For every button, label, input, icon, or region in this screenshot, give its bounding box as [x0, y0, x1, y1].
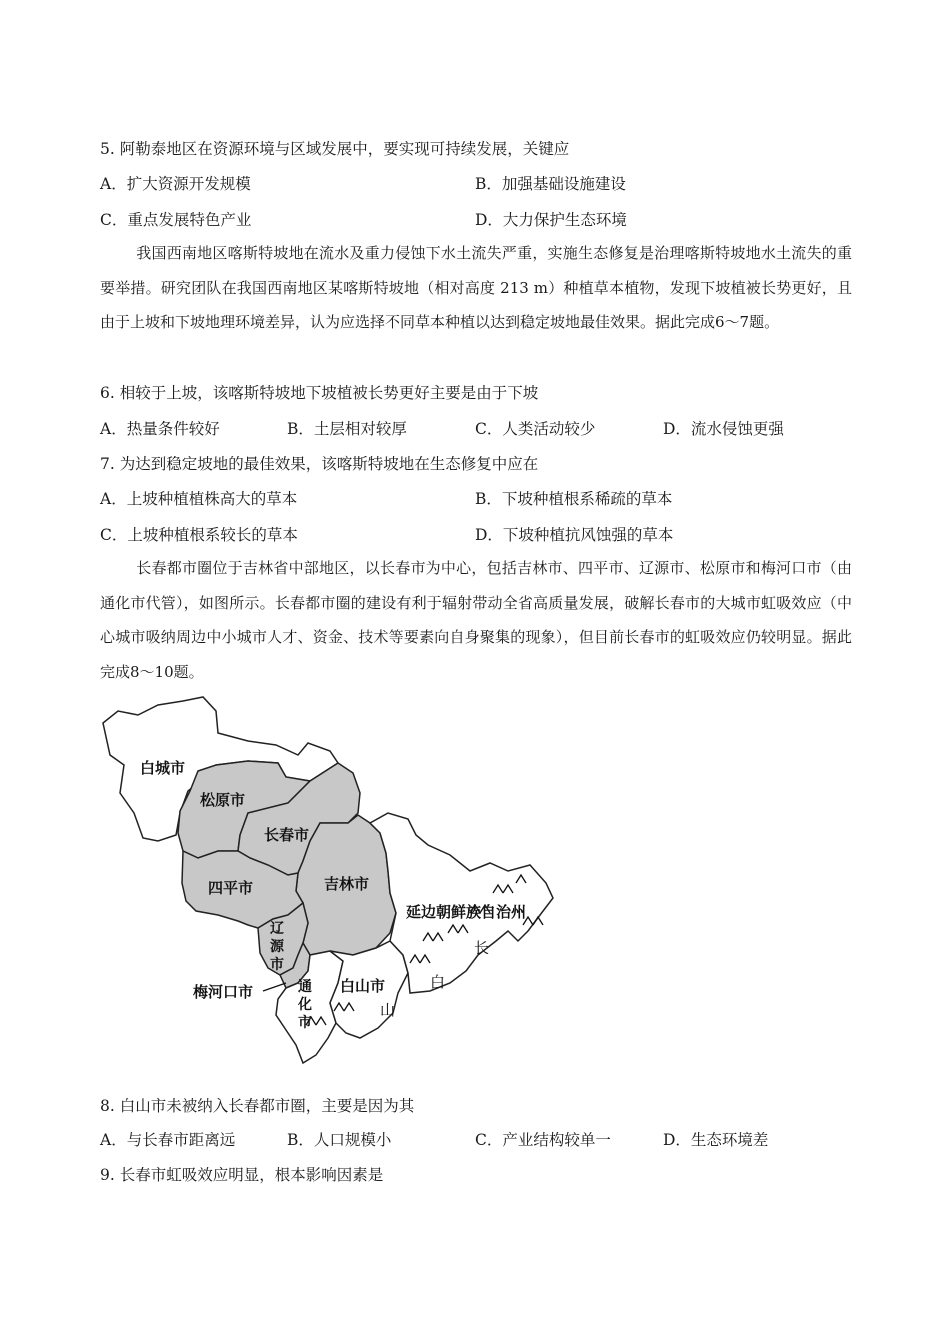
label-songyuan: 松原市	[200, 791, 246, 809]
label-tonghua-2: 化	[298, 997, 312, 1013]
passage-changchun-text: 长春都市圈位于吉林省中部地区，以长春市为中心，包括吉林市、四平市、辽源市、松原市和梅河口市（由通化市代管），如图所示。长春都市圈的建设有利于辐射带动全省高质量发展，破解长春市的大城市虹吸效应（中心城市吸纳周边中小城市人才、资金、技术等要素向自身聚集的现象），但目前长春市的虹吸效应仍较明显。据此完成8～10题。	[100, 559, 852, 681]
q5-option-d: D．大力保护生态环境	[475, 211, 627, 229]
label-changchun: 长春市	[264, 826, 310, 844]
q8-option-a: A．与长春市距离远	[100, 1131, 236, 1149]
label-baishan: 白山市	[340, 977, 386, 995]
passage-karst	[100, 236, 852, 340]
q5-option-a: A．扩大资源开发规模	[100, 175, 251, 193]
q8-option-d: D．生态环境差	[663, 1131, 769, 1149]
label-jilin: 吉林市	[324, 875, 370, 893]
q9-stem: 9. 长春市虹吸效应明显，根本影响因素是	[100, 1166, 384, 1184]
label-meihekou: 梅河口市	[193, 983, 254, 1001]
q6-option-b: B．土层相对较厚	[287, 420, 407, 438]
label-liaoyuan-3: 市	[270, 957, 284, 973]
q5-option-b: B．加强基础设施建设	[475, 175, 626, 193]
label-yanbian: 延边朝鲜族自治州	[406, 903, 527, 921]
q5-option-c: C．重点发展特色产业	[100, 211, 252, 229]
q7-option-d: D．下坡种植抗风蚀强的草本	[475, 526, 674, 544]
label-tonghua-1: 通	[298, 979, 312, 995]
q8-stem: 8. 白山市未被纳入长春都市圈，主要是因为其	[100, 1097, 415, 1115]
q6-option-a: A．热量条件较好	[100, 420, 220, 438]
label-mountain-shan: 山	[380, 1001, 396, 1019]
label-liaoyuan-1: 辽	[270, 921, 284, 937]
passage-changchun	[100, 551, 852, 689]
label-mountain-chang: 长	[474, 939, 490, 957]
q7-option-a: A．上坡种植植株高大的草本	[100, 490, 298, 508]
q7-option-b: B．下坡种植根系稀疏的草本	[475, 490, 673, 508]
q6-option-d: D．流水侵蚀更强	[663, 420, 784, 438]
q8-option-b: B．人口规模小	[287, 1131, 392, 1149]
q6-option-c: C．人类活动较少	[475, 420, 596, 438]
label-siping: 四平市	[208, 879, 254, 897]
changchun-metro-map	[98, 693, 572, 1075]
q8-option-c: C．产业结构较单一	[475, 1131, 611, 1149]
label-mountain-bai: 白	[430, 973, 446, 991]
label-baicheng: 白城市	[140, 759, 186, 777]
map-svg	[98, 693, 572, 1075]
label-liaoyuan-2: 源	[270, 939, 284, 955]
q5-stem: 5. 阿勒泰地区在资源环境与区域发展中，要实现可持续发展，关键应	[100, 140, 570, 158]
q7-stem: 7. 为达到稳定坡地的最佳效果，该喀斯特坡地在生态修复中应在	[100, 455, 539, 473]
q6-stem: 6. 相较于上坡，该喀斯特坡地下坡植被长势更好主要是由于下坡	[100, 384, 539, 402]
label-tonghua-3: 市	[298, 1015, 312, 1031]
passage-karst-text: 我国西南地区喀斯特坡地在流水及重力侵蚀下水土流失严重，实施生态修复是治理喀斯特坡地水土流失的重要举措。研究团队在我国西南地区某喀斯特坡地（相对高度 213 m）种植草本植物，发现下坡植被长势更好，且由于上坡和下坡地理环境差异，认为应选择不同草本种植以达到稳定坡地最佳效果。据此完成6～7题。	[100, 244, 852, 331]
q7-option-c: C．上坡种植根系较长的草本	[100, 526, 298, 544]
